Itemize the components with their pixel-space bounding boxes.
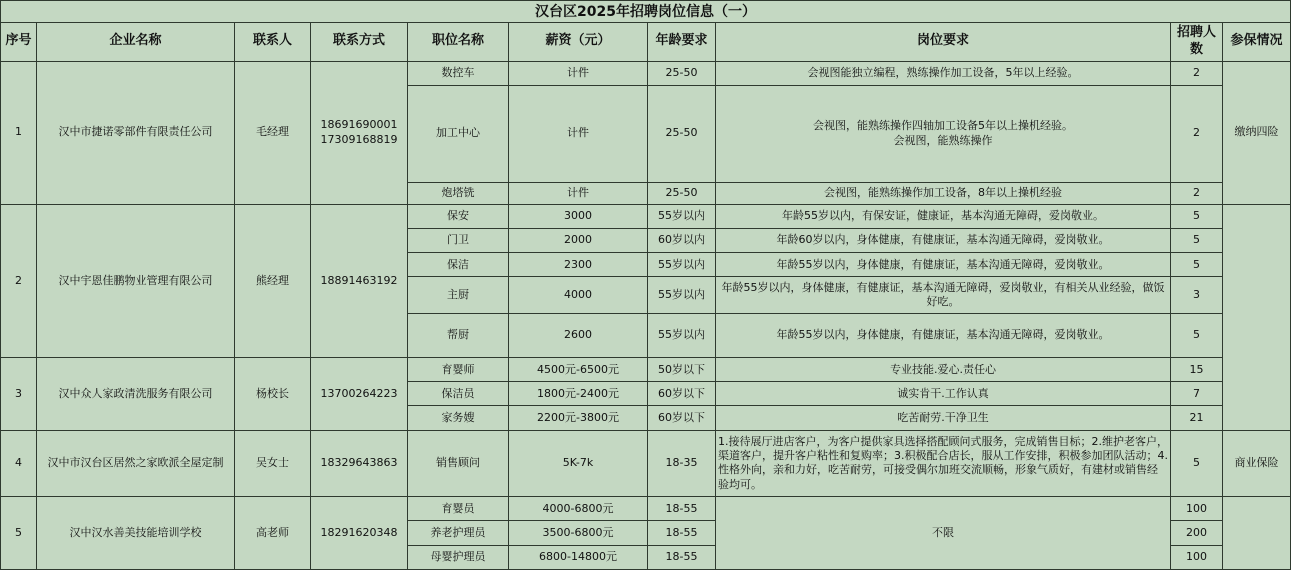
requirement-cell: 会视图能独立编程，熟练操作加工设备，5年以上经验。 (716, 61, 1171, 85)
age-cell: 60岁以下 (648, 382, 716, 406)
age-cell: 55岁以内 (648, 313, 716, 357)
table-row (1, 204, 1291, 228)
header-contact: 联系人 (235, 23, 311, 61)
count-cell: 100 (1171, 497, 1223, 521)
salary-cell: 3000 (509, 204, 648, 228)
insurance-cell (1223, 204, 1291, 430)
header-requirement: 岗位要求 (716, 23, 1171, 61)
age-cell: 55岁以内 (648, 277, 716, 313)
table-title: 汉台区2025年招聘岗位信息（一） (1, 1, 1291, 23)
requirement-cell (716, 85, 1171, 182)
header-row (1, 23, 1291, 61)
seq-cell: 2 (1, 204, 37, 357)
salary-cell: 6800-14800元 (509, 545, 648, 569)
phone-cell: 18891463192 (311, 204, 408, 357)
requirement-cell: 年龄55岁以内，身体健康，有健康证，基本沟通无障碍，爱岗敬业，有相关从业经验，做饭好吃。 (716, 277, 1171, 313)
age-cell: 18-55 (648, 497, 716, 521)
phone-cell: 18329643863 (311, 430, 408, 497)
header-count: 招聘人数 (1171, 23, 1223, 61)
contact-name: 杨校长 (235, 358, 311, 431)
requirement-cell: 年龄55岁以内，有保安证，健康证，基本沟通无障碍，爱岗敬业。 (716, 204, 1171, 228)
count-cell: 15 (1171, 358, 1223, 382)
salary-cell: 1800元-2400元 (509, 382, 648, 406)
header-position: 职位名称 (408, 23, 509, 61)
requirement-line: 会视图，能熟练操作四轴加工设备5年以上操机经验。 (813, 119, 1073, 133)
header-company: 企业名称 (37, 23, 235, 61)
position-title: 育婴师 (408, 358, 509, 382)
company-name: 汉中众人家政清洗服务有限公司 (37, 358, 235, 431)
phone-number: 17309168819 (320, 132, 398, 146)
salary-cell: 2200元-3800元 (509, 406, 648, 430)
insurance-cell: 缴纳四险 (1223, 61, 1291, 204)
age-cell: 18-55 (648, 545, 716, 569)
salary-cell: 4000-6800元 (509, 497, 648, 521)
age-cell: 50岁以下 (648, 358, 716, 382)
count-cell: 5 (1171, 313, 1223, 357)
count-cell: 2 (1171, 61, 1223, 85)
age-cell: 55岁以内 (648, 204, 716, 228)
position-title: 主厨 (408, 277, 509, 313)
salary-cell: 4000 (509, 277, 648, 313)
requirement-cell: 年龄55岁以内，身体健康，有健康证，基本沟通无障碍，爱岗敬业。 (716, 313, 1171, 357)
count-cell: 21 (1171, 406, 1223, 430)
header-age: 年龄要求 (648, 23, 716, 61)
company-name: 汉中市汉台区居然之家欧派全屋定制 (37, 430, 235, 497)
age-cell: 18-55 (648, 521, 716, 545)
salary-cell: 2600 (509, 313, 648, 357)
count-cell: 5 (1171, 430, 1223, 497)
table-row (1, 497, 1291, 521)
age-cell: 60岁以内 (648, 228, 716, 252)
seq-cell: 3 (1, 358, 37, 431)
contact-name: 高老师 (235, 497, 311, 570)
count-cell: 5 (1171, 253, 1223, 277)
phone-cell: 13700264223 (311, 358, 408, 431)
count-cell: 2 (1171, 85, 1223, 182)
salary-cell: 计件 (509, 85, 648, 182)
age-cell: 25-50 (648, 182, 716, 204)
count-cell: 2 (1171, 182, 1223, 204)
position-title: 销售顾问 (408, 430, 509, 497)
requirement-cell: 专业技能.爱心.责任心 (716, 358, 1171, 382)
position-title: 育婴员 (408, 497, 509, 521)
count-cell: 7 (1171, 382, 1223, 406)
count-cell: 5 (1171, 204, 1223, 228)
phone-cell (311, 61, 408, 204)
requirement-cell: 年龄55岁以内，身体健康，有健康证，基本沟通无障碍，爱岗敬业。 (716, 253, 1171, 277)
age-cell: 18-35 (648, 430, 716, 497)
position-title: 加工中心 (408, 85, 509, 182)
salary-cell: 4500元-6500元 (509, 358, 648, 382)
count-cell: 3 (1171, 277, 1223, 313)
age-cell: 25-50 (648, 85, 716, 182)
salary-cell: 计件 (509, 61, 648, 85)
contact-name: 毛经理 (235, 61, 311, 204)
company-name: 汉中宇恩佳鹏物业管理有限公司 (37, 204, 235, 357)
requirement-cell: 不限 (716, 497, 1171, 570)
salary-cell: 2300 (509, 253, 648, 277)
requirement-cell: 吃苦耐劳.干净卫生 (716, 406, 1171, 430)
count-cell: 200 (1171, 521, 1223, 545)
position-title: 帮厨 (408, 313, 509, 357)
contact-name: 吴女士 (235, 430, 311, 497)
company-name: 汉中汉水善美技能培训学校 (37, 497, 235, 570)
age-cell: 25-50 (648, 61, 716, 85)
insurance-cell: 商业保险 (1223, 430, 1291, 497)
header-insurance: 参保情况 (1223, 23, 1291, 61)
position-title: 保洁 (408, 253, 509, 277)
requirement-cell: 诚实肯干.工作认真 (716, 382, 1171, 406)
table-row (1, 61, 1291, 85)
header-seq: 序号 (1, 23, 37, 61)
contact-name: 熊经理 (235, 204, 311, 357)
salary-cell: 5K-7k (509, 430, 648, 497)
position-title: 养老护理员 (408, 521, 509, 545)
position-title: 保洁员 (408, 382, 509, 406)
seq-cell: 5 (1, 497, 37, 570)
salary-cell: 3500-6800元 (509, 521, 648, 545)
position-title: 门卫 (408, 228, 509, 252)
position-title: 炮塔铣 (408, 182, 509, 204)
salary-cell: 计件 (509, 182, 648, 204)
seq-cell: 1 (1, 61, 37, 204)
seq-cell: 4 (1, 430, 37, 497)
requirement-cell: 1.接待展厅进店客户，为客户提供家具选择搭配顾问式服务，完成销售目标；2.维护老客户，渠道客户，提升客户粘性和复购率；3.积极配合店长，服从工作安排，积极参加团队活动；4.性格外向，亲和力好，吃苦耐劳，可接受偶尔加班交流顺畅，形象气质好，有建材或销售经验均可。 (716, 430, 1171, 497)
position-title: 数控车 (408, 61, 509, 85)
age-cell: 55岁以内 (648, 253, 716, 277)
header-salary: 薪资（元） (509, 23, 648, 61)
table-row (1, 430, 1291, 497)
company-name: 汉中市捷诺零部件有限责任公司 (37, 61, 235, 204)
header-phone: 联系方式 (311, 23, 408, 61)
requirement-line: 会视图，能熟练操作 (893, 133, 993, 147)
count-cell: 5 (1171, 228, 1223, 252)
position-title: 家务嫂 (408, 406, 509, 430)
requirement-cell: 年龄60岁以内，身体健康，有健康证，基本沟通无障碍，爱岗敬业。 (716, 228, 1171, 252)
position-title: 母婴护理员 (408, 545, 509, 569)
table-row (1, 358, 1291, 382)
requirement-cell: 会视图，能熟练操作加工设备，8年以上操机经验 (716, 182, 1171, 204)
position-title: 保安 (408, 204, 509, 228)
salary-cell: 2000 (509, 228, 648, 252)
phone-number: 18691690001 (320, 118, 398, 132)
insurance-cell (1223, 497, 1291, 570)
phone-cell: 18291620348 (311, 497, 408, 570)
age-cell: 60岁以下 (648, 406, 716, 430)
count-cell: 100 (1171, 545, 1223, 569)
